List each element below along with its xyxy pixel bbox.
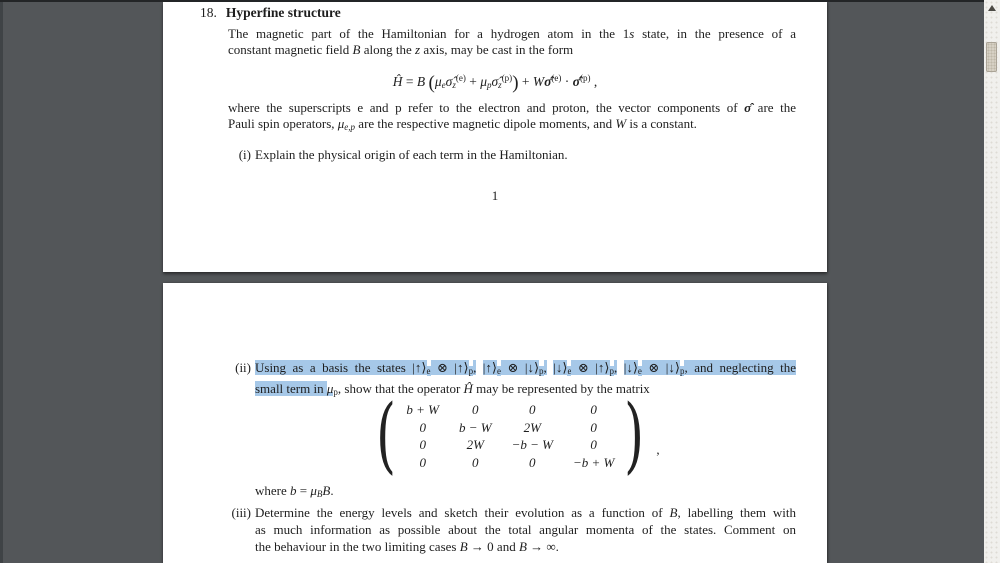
text-line [228,100,796,116]
text-line [255,538,796,555]
text-run: p [333,387,338,397]
text-run: z [452,80,456,90]
text-run: s [629,26,635,41]
text-run: μ [434,74,442,89]
text-run: B [322,483,331,498]
matrix-cell: 2W [523,419,541,435]
text-run: Explain the physical origin of each term in the Hamiltonian. [255,147,568,162]
text-run: W [532,74,545,89]
text-run: , [684,360,688,375]
text-run: Ĥ [392,74,403,89]
text-run: σ̂ [491,74,499,89]
matrix-cell: b + W [406,402,439,417]
text-line [255,147,796,163]
text-run: , [590,74,598,89]
text-run: = [402,74,417,89]
problem-title: Hyperfine structure [225,5,341,20]
text-run: B [518,539,527,554]
page-number: 1 [491,188,499,203]
text-run: ) [512,72,519,94]
text-run: B [669,505,678,520]
problem-heading [200,5,341,21]
matrix-cell: 0 [590,402,597,417]
text-run: , [473,360,477,375]
text-run: σ̂ [544,74,552,89]
matrix-cell: −b + W [572,454,615,470]
text-run: (p) [501,73,513,83]
text-run: The magnetic part of the Hamiltonian for a hydrogen atom in the 1 [228,26,630,41]
text-run: + [465,74,481,89]
text-run: B [316,489,323,499]
text-run: axis, may be cast in the form [420,41,574,57]
text-run: μ [480,74,487,89]
text-run: μ [310,483,317,498]
text-run: . [330,483,334,498]
text-run: |↑⟩ [595,360,610,375]
text-run: where [255,483,291,498]
text-run: σ̂ [744,100,752,115]
text-run: e [426,366,431,376]
matrix-cell: 0 [590,419,597,435]
text-run: e [567,366,572,376]
text-run [476,360,482,375]
matrix-cell: 2W [466,437,484,452]
text-run: e [496,366,501,376]
matrix-trailing-comma: , [656,441,660,457]
scrollbar-track[interactable] [984,0,1000,563]
matrix-left-paren: ( [376,388,397,483]
matrix-cell: 0 [472,402,479,417]
text-line [228,116,796,136]
text-run: , labelling them with [677,505,796,520]
text-run: the behaviour in the two limiting cases [255,539,460,554]
text-run: ⊗ [500,360,525,375]
text-run: · [561,74,573,89]
text-run: ⊗ [641,360,666,375]
text-run: , [543,360,547,375]
text-run: |↑⟩ [482,360,497,375]
where-definition-line [255,483,796,502]
viewer-left-edge [0,0,3,563]
matrix-right-paren: ) [624,388,645,483]
text-run: along the [360,41,416,57]
text-run: , show that the operator [337,381,464,396]
text-run: p [468,366,474,376]
explanation-paragraph [228,100,796,135]
intro-paragraph [228,26,796,57]
text-run: and neglecting the [687,360,796,375]
text-run: (p) [579,73,591,83]
scrollbar-thumb[interactable] [986,42,997,72]
text-run: B [416,74,426,89]
matrix-cell: 0 [590,437,597,452]
pdf-page-2 [163,283,827,563]
text-run: |↑⟩ [454,360,469,375]
matrix-cell: 0 [419,454,426,470]
text-run: μ [326,381,334,396]
text-line [228,42,796,58]
text-line [228,26,796,42]
text-run: e [637,366,642,376]
text-run: |↓⟩ [623,360,638,375]
text-run: b [290,483,297,498]
text-run: e,p [344,121,356,132]
text-run: state, in the presence of a [634,26,796,41]
text-run: p [609,366,614,376]
text-run: Pauli spin operators, [228,115,338,131]
text-run: → ∞. [526,539,559,554]
item-label: (i) [238,147,251,162]
text-line-highlighted [255,359,796,380]
text-run: Ĥ [463,381,473,396]
text-run: p [539,366,544,376]
matrix-cell: 0 [529,454,536,470]
text-run: Using as a basis the states [255,360,413,375]
matrix-cell: 0 [529,402,536,417]
text-run: = [296,483,311,498]
text-run: W [615,115,627,131]
text-run: small term in [255,381,327,396]
text-run: (e) [551,73,562,83]
matrix-grid [406,401,614,471]
text-line [255,504,796,521]
text-run: B [459,539,468,554]
text-run: e [441,80,446,90]
text-run: |↑⟩ [412,360,427,375]
text-run [617,360,623,375]
text-run: |↓⟩ [665,360,680,375]
scroll-up-icon [988,5,996,11]
text-run: |↓⟩ [553,360,568,375]
text-run: as much information as possible about the total angular momenta of the states. Comment on [255,522,796,537]
matrix-cell: −b − W [511,437,553,452]
scroll-up-button[interactable] [985,2,999,14]
text-run: σ̂ [572,74,580,89]
matrix-cell: b − W [459,419,492,435]
matrix-cell: 0 [472,454,479,470]
text-run: are the [751,100,796,115]
item-label: (ii) [235,360,251,375]
matrix-cell: 0 [419,419,426,435]
text-run: may be represented by the matrix [472,381,650,396]
text-run: ⊗ [430,360,455,375]
text-run: constant magnetic field [228,41,353,57]
text-run: z [498,80,502,90]
text-run: is a constant. [626,115,697,131]
text-run: p [679,366,685,376]
text-run: ( [428,72,435,94]
text-run: are the respective magnetic dipole moments, and [355,115,616,131]
item-label: (iii) [231,505,251,520]
text-run: , [614,360,618,375]
text-run: p [487,80,492,90]
text-run: where the superscripts e and p refer to the electron and proton, the vector components of [228,100,745,115]
text-run: (e) [455,73,466,83]
text-run: ⊗ [571,360,596,375]
text-run: z [415,41,421,57]
text-run: |↓⟩ [524,360,540,375]
text-run: σ̂ [445,74,453,89]
hamiltonian-equation [163,62,827,94]
text-run: Determine the energy levels and sketch their evolution as a function of [255,505,670,520]
text-line [255,521,796,538]
text-run: → 0 and [467,539,519,554]
text-run: μ [337,115,345,131]
text-run: + [518,74,533,89]
matrix-cell: 0 [419,437,426,452]
text-run: B [352,41,361,57]
problem-number: 18. [200,5,217,20]
viewer-top-border [0,0,1000,2]
pdf-page-1 [163,2,827,272]
